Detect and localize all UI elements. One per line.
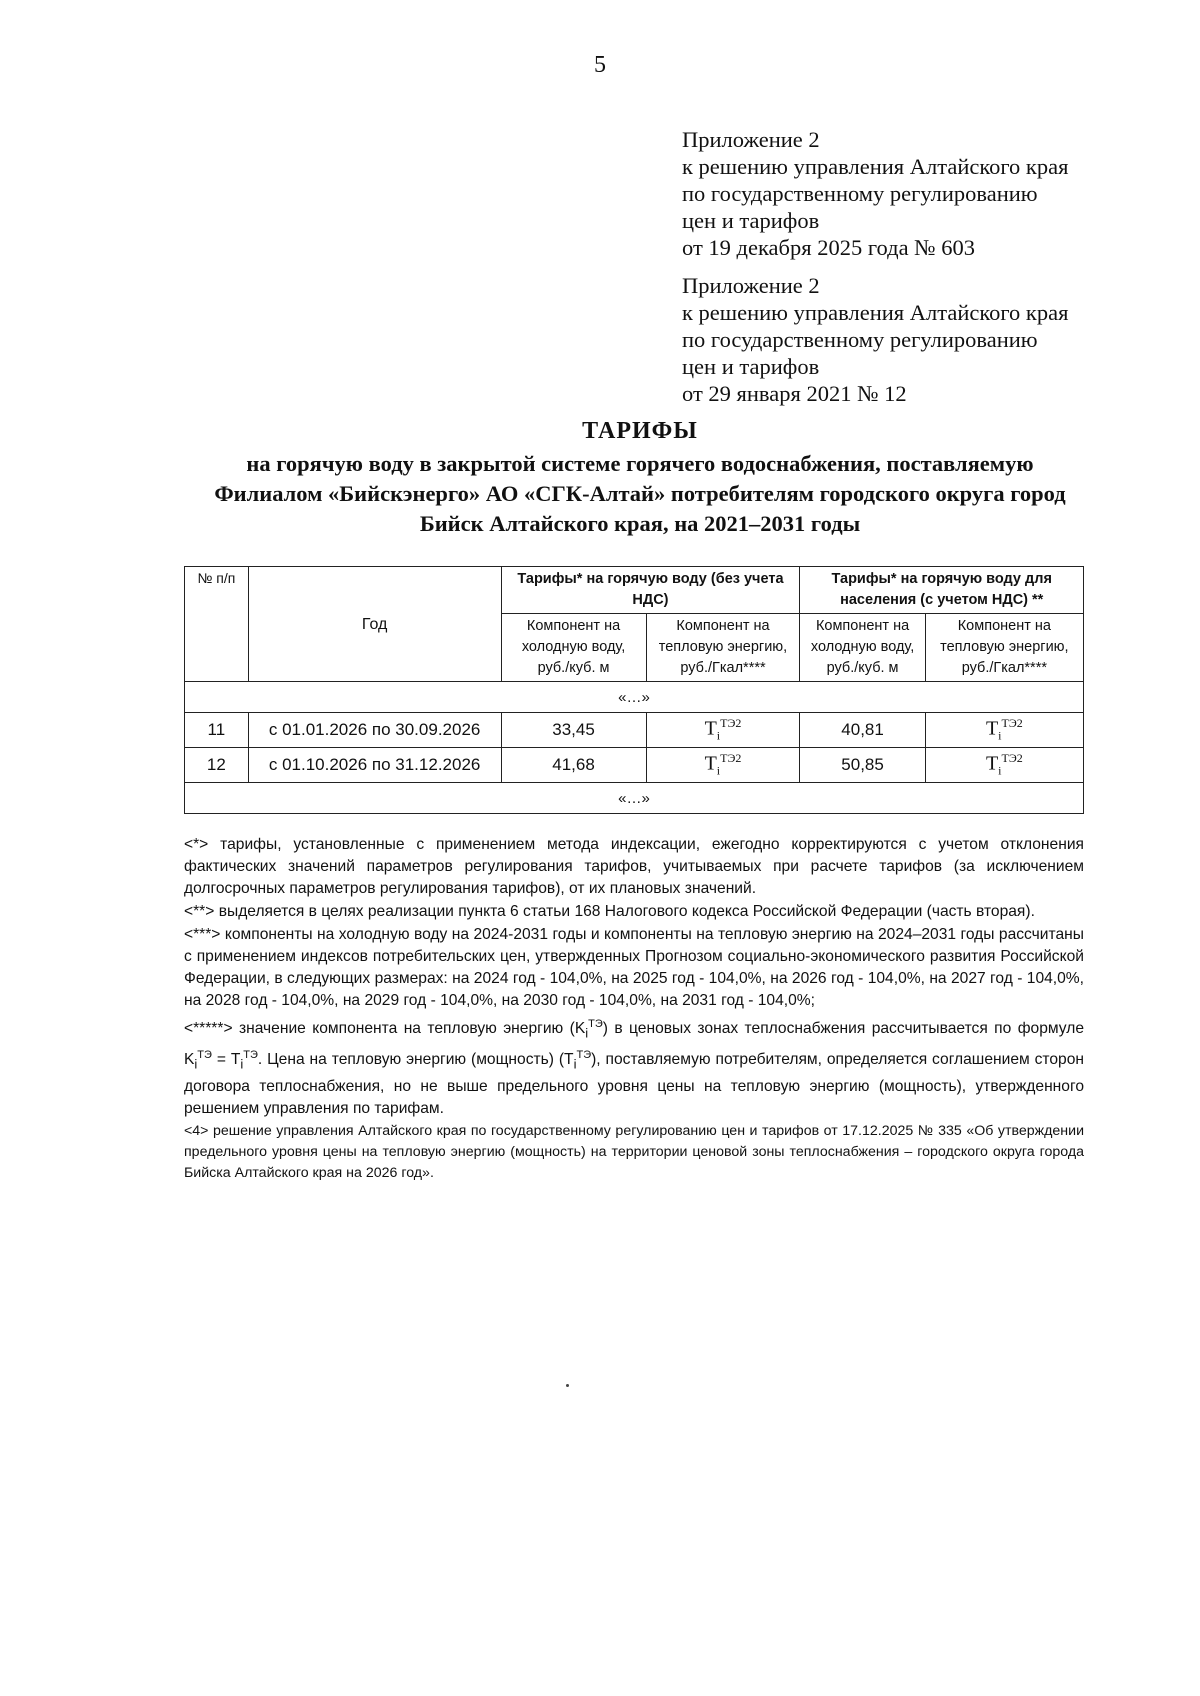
- header-heat-no-vat: Компонент на тепловую энергию, руб./Гкал****: [646, 614, 800, 682]
- header-num: № п/п: [185, 567, 249, 682]
- appendix-line: к решению управления Алтайского края: [682, 154, 1069, 179]
- appendix-line: по государственному регулированию: [682, 181, 1038, 206]
- header-group-no-vat: Тарифы* на горячую воду (без учета НДС): [501, 567, 800, 614]
- footnote-text: тарифы, установленные с применением метода индексации, ежегодно корректируются с учетом отклонения фактических значений параметров регулирования тарифов, учитываемых при расчете тарифов (за исключением долгосрочных параметров регулирования тарифов), от их плановых значений.: [184, 836, 1084, 897]
- scan-dot: [566, 1384, 569, 1387]
- appendix-current-header: [682, 126, 1068, 261]
- title-line: Бийск Алтайского края, на 2021–2031 годы: [419, 511, 861, 536]
- header-cold-no-vat: Компонент на холодную воду, руб./куб. м: [501, 614, 646, 682]
- row-heat-vat-formula: $T_i^{ТЭ2}$: [925, 713, 1083, 748]
- footnote-1: [184, 834, 1084, 900]
- footnote-text: компоненты на холодную воду на 2024-2031 годы и компоненты на тепловую энергию на 2024–2031 годы рассчитаны с применением индексов потребительских цен, утвержденных Прогнозом социально-экономического развития Российской Федерации, в следующих размерах: на 2024 год - 104,0%, на 2025 год - 104,0%, на 2026 год - 104,0%, на 2027 год - 104,0%, на 2028 год - 104,0%, на 2029 год - 104,0%, на 2030 год - 104,0%, на 2031 год - 104,0%;: [184, 926, 1084, 1009]
- header-heat-vat: Компонент на тепловую энергию, руб./Гкал****: [925, 614, 1083, 682]
- footnotes: [184, 834, 1084, 1185]
- row-heat-vat-formula: $T_i^{ТЭ2}$: [925, 748, 1083, 783]
- row-cold-vat: 50,85: [800, 748, 925, 783]
- row-heat-no-vat-formula: $T_i^{ТЭ2}$: [646, 748, 800, 783]
- footnote-text: выделяется в целях реализации пункта 6 статьи 168 Налогового кодекса Российской Федерации (часть вторая).: [218, 903, 1035, 920]
- table-ellipsis: «…»: [185, 783, 1084, 814]
- row-cold-vat: 40,81: [800, 713, 925, 748]
- appendix-line: Приложение 2: [682, 127, 820, 152]
- title-main: ТАРИФЫ: [582, 418, 698, 444]
- footnote-3: [184, 924, 1084, 1012]
- appendix-line: от 29 января 2021 № 12: [682, 381, 907, 406]
- appendix-line: цен и тарифов: [682, 208, 820, 233]
- header-year: Год: [248, 567, 501, 682]
- table-ellipsis: «…»: [185, 682, 1084, 713]
- row-heat-no-vat-formula: $T_i^{ТЭ2}$: [646, 713, 800, 748]
- appendix-line: от 19 декабря 2025 года № 603: [682, 235, 976, 260]
- footnote-mark: <*>: [184, 836, 209, 853]
- row-period: с 01.01.2026 по 30.09.2026: [248, 713, 501, 748]
- row-cold-no-vat: 33,45: [501, 713, 646, 748]
- appendix-line: цен и тарифов: [682, 354, 820, 379]
- footnote-mark: <***>: [184, 926, 221, 943]
- table-row: [185, 713, 1084, 748]
- footnote-5: [184, 1121, 1084, 1184]
- row-num: 12: [185, 748, 249, 783]
- appendix-line: к решению управления Алтайского края: [682, 300, 1069, 325]
- row-cold-no-vat: 41,68: [501, 748, 646, 783]
- footnote-mark: <*****>: [184, 1020, 233, 1038]
- document-title: [170, 418, 1110, 539]
- footnote-mark: <4>: [184, 1122, 209, 1139]
- appendix-line: Приложение 2: [682, 273, 820, 298]
- title-line: Филиалом «Бийскэнерго» АО «СГК-Алтай» потребителям городского округа город: [214, 481, 1066, 506]
- footnote-4: <*****> значение компонента на тепловую энергию $(K_i^{ТЭ})$ в ценовых зонах теплоснабжения рассчитывается по формуле $K_i^{ТЭ} = T_i^{ТЭ}$. Цена на тепловую энергию (мощность) $(T_i^{ТЭ})$, поставляемую потребителям, определяется соглашением сторон договора теплоснабжения, но не выше предельного уровня цены на тепловую энергию (мощность), утвержденного решением управления по тарифам.: [184, 1018, 1085, 1117]
- footnote-text: решение управления Алтайского края по государственному регулированию цен и тарифов от 17.12.2025 № 335 «Об утверждении предельного уровня цены на тепловую энергию (мощность) на территории ценовой зоны теплоснабжения – городского округа города Бийска Алтайского края на 2026 год».: [184, 1122, 1084, 1181]
- footnote-mark: <**>: [184, 903, 215, 920]
- header-group-with-vat: Тарифы* на горячую воду для населения (с учетом НДС) **: [800, 567, 1084, 614]
- tariffs-table: [184, 566, 1084, 814]
- table-row: [185, 748, 1084, 783]
- appendix-line: по государственному регулированию: [682, 327, 1038, 352]
- row-num: 11: [185, 713, 249, 748]
- row-period: с 01.10.2026 по 31.12.2026: [248, 748, 501, 783]
- title-line: на горячую воду в закрытой системе горячего водоснабжения, поставляемую: [246, 451, 1034, 476]
- appendix-original-header: [682, 272, 1068, 407]
- header-cold-vat: Компонент на холодную воду, руб./куб. м: [800, 614, 925, 682]
- footnote-2: [184, 901, 1084, 923]
- page-number: 5: [594, 52, 606, 78]
